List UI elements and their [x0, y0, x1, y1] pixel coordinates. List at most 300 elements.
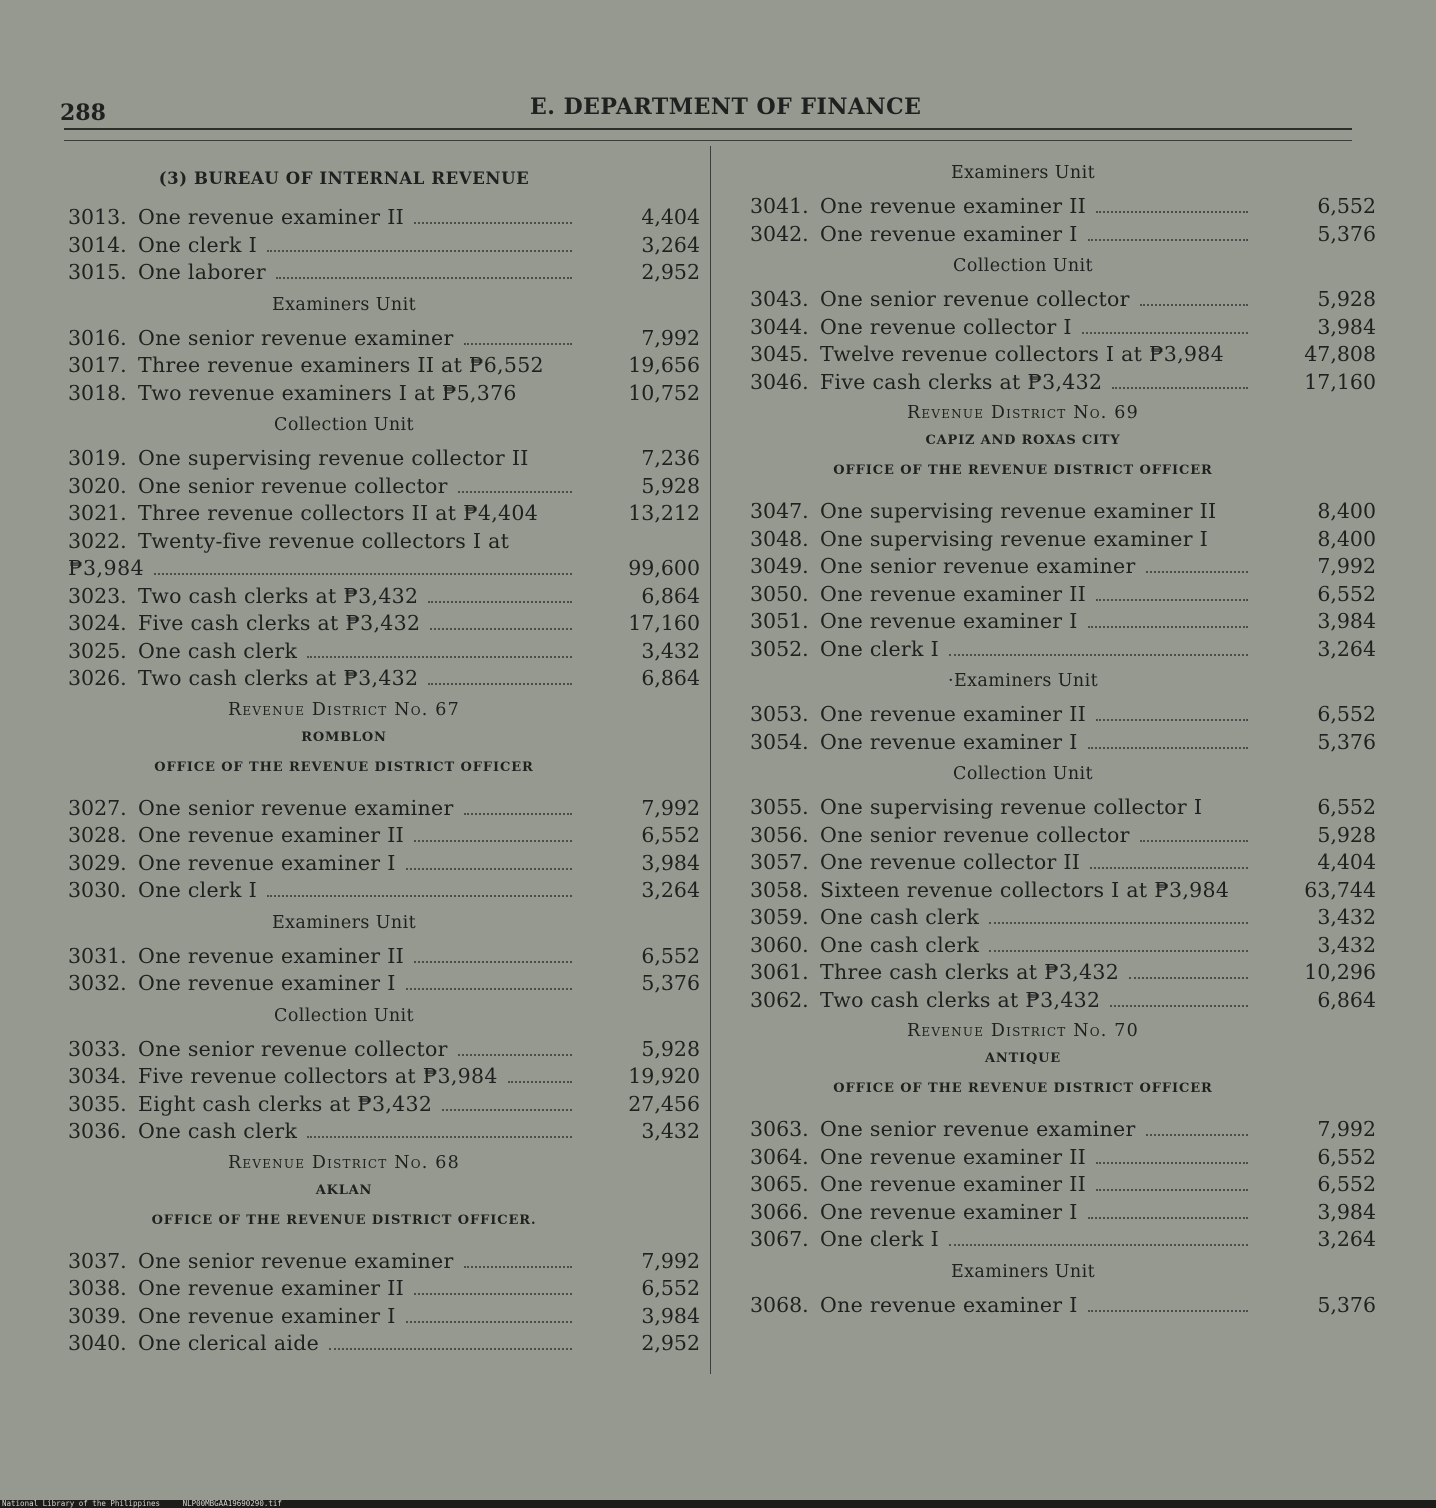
item-description: One senior revenue examiner	[138, 325, 454, 350]
item-description: One clerk I	[138, 878, 257, 902]
line-item	[68, 822, 700, 850]
line-item	[750, 701, 1376, 729]
item-amount: 3,432	[641, 638, 700, 663]
dot-leader	[1088, 626, 1248, 628]
line-item	[750, 794, 1376, 822]
line-item	[68, 1303, 700, 1331]
line-item	[750, 369, 1376, 397]
item-number: 3026.	[68, 666, 127, 690]
item-number: 3042.	[750, 221, 809, 246]
item-amount: 17,160	[628, 611, 700, 635]
item-amount: 3,432	[1317, 905, 1376, 929]
item-number: 3047.	[750, 499, 809, 523]
dot-leader	[1096, 1162, 1248, 1164]
item-number: 3024.	[68, 611, 127, 635]
item-amount: 8,400	[1317, 499, 1376, 523]
item-number: 3023.	[68, 583, 127, 608]
dot-leader	[267, 250, 572, 252]
item-number: 3063.	[750, 1117, 809, 1141]
item-description: One revenue examiner I	[820, 1292, 1078, 1317]
dot-leader	[508, 1081, 572, 1083]
office-heading: OFFICE OF THE REVENUE DISTRICT OFFICER	[154, 759, 534, 775]
line-item	[750, 314, 1376, 342]
item-number: 3040.	[68, 1331, 127, 1355]
item-description: One cash clerk	[138, 638, 298, 663]
line-item	[750, 636, 1376, 664]
item-description: One clerk I	[820, 1227, 939, 1251]
line-item	[750, 341, 1376, 369]
office-heading: OFFICE OF THE REVENUE DISTRICT OFFICER	[833, 1081, 1213, 1096]
item-description: One clerk I	[820, 636, 939, 661]
item-description: One senior revenue collector	[138, 1036, 448, 1061]
dot-leader	[1096, 211, 1248, 213]
item-description: One revenue collector I	[820, 314, 1072, 339]
item-amount: 19,920	[628, 1064, 700, 1088]
item-number: 3060.	[750, 932, 809, 957]
line-item	[68, 638, 700, 666]
line-item	[68, 1118, 700, 1146]
item-number: 3056.	[750, 822, 809, 847]
office-heading: OFFICE OF THE REVENUE DISTRICT OFFICER	[833, 463, 1213, 478]
item-amount: 7,992	[1317, 1117, 1376, 1141]
line-item	[68, 1063, 700, 1091]
item-description: ₱3,984	[68, 556, 145, 580]
item-description: Twelve revenue collectors I at ₱3,984	[820, 342, 1224, 366]
bureau-heading: (3) BUREAU OF INTERNAL REVENUE	[158, 169, 530, 188]
item-description: One clerk I	[138, 232, 257, 257]
item-number: 3041.	[750, 194, 809, 218]
line-item	[750, 1171, 1376, 1199]
item-amount: 6,552	[1317, 581, 1376, 606]
dot-leader	[1129, 977, 1248, 979]
item-description: Three revenue collectors II at ₱4,404	[138, 501, 539, 525]
item-description: Three revenue examiners II at ₱6,552	[138, 353, 544, 377]
item-description: One revenue examiner I	[820, 221, 1078, 246]
item-description: One revenue examiner I	[138, 850, 396, 875]
item-number: 3044.	[750, 314, 809, 339]
item-number: 3028.	[68, 823, 127, 847]
item-amount: 5,928	[1317, 822, 1376, 847]
item-amount: 17,160	[1304, 369, 1376, 394]
office-heading: OFFICE OF THE REVENUE DISTRICT OFFICER.	[151, 1212, 537, 1228]
item-description: Two revenue examiners I at ₱5,376	[138, 380, 517, 405]
dot-leader	[1096, 599, 1248, 601]
item-description: One revenue examiner II	[138, 823, 405, 847]
line-item	[68, 1275, 700, 1303]
dot-leader	[1112, 387, 1248, 389]
item-description: One revenue examiner II	[820, 1144, 1087, 1169]
line-item	[750, 849, 1376, 877]
line-item	[750, 932, 1376, 960]
line-item	[68, 943, 700, 971]
item-number: 3064.	[750, 1144, 809, 1169]
item-amount: 5,928	[1317, 287, 1376, 311]
item-amount: 7,236	[641, 446, 700, 470]
item-amount: 10,752	[628, 380, 700, 405]
dot-leader	[1140, 304, 1248, 306]
dot-leader	[430, 628, 572, 630]
line-item	[750, 286, 1376, 314]
item-number: 3018.	[68, 380, 127, 405]
item-description: One revenue examiner I	[138, 971, 396, 995]
district-heading: Revenue District No. 69	[907, 403, 1139, 423]
item-amount: 8,400	[1317, 526, 1376, 551]
dot-leader	[414, 840, 572, 842]
item-number: 3050.	[750, 581, 809, 606]
line-item	[68, 1330, 700, 1358]
line-item	[750, 1116, 1376, 1144]
line-item	[68, 970, 700, 998]
item-amount: 3,264	[641, 878, 700, 902]
item-amount: 6,552	[1317, 194, 1376, 218]
line-item	[750, 608, 1376, 636]
item-number: 3038.	[68, 1276, 127, 1300]
line-item	[68, 259, 700, 287]
item-description: Three cash clerks at ₱3,432	[820, 960, 1120, 984]
item-number: 3039.	[68, 1303, 127, 1328]
line-item	[750, 822, 1376, 850]
item-number: 3033.	[68, 1036, 127, 1061]
line-item	[68, 1091, 700, 1119]
item-description: One laborer	[138, 260, 266, 284]
district-place: AKLAN	[315, 1182, 373, 1198]
running-head: E. DEPARTMENT OF FINANCE	[530, 94, 922, 120]
dot-leader	[1096, 719, 1248, 721]
line-item	[68, 583, 700, 611]
item-amount: 6,552	[641, 1276, 700, 1300]
line-item	[750, 987, 1376, 1015]
item-amount: 3,264	[1317, 1227, 1376, 1251]
item-description: One revenue examiner II	[138, 943, 405, 968]
item-number: 3022.	[68, 528, 127, 553]
line-item	[68, 380, 700, 408]
unit-heading: Examiners Unit	[950, 163, 1096, 183]
line-item	[68, 795, 700, 823]
line-item	[750, 553, 1376, 581]
item-number: 3020.	[68, 473, 127, 498]
item-number: 3035.	[68, 1091, 127, 1116]
item-amount: 19,656	[628, 353, 700, 377]
item-description: One revenue collector II	[820, 850, 1081, 874]
item-number: 3054.	[750, 729, 809, 754]
item-description: One cash clerk	[820, 932, 980, 957]
line-item	[750, 1199, 1376, 1227]
item-number: 3049.	[750, 554, 809, 578]
item-amount: 3,984	[1317, 1199, 1376, 1224]
item-number: 3031.	[68, 943, 127, 968]
dot-leader	[989, 922, 1248, 924]
line-item	[68, 850, 700, 878]
dot-leader	[464, 343, 572, 345]
item-number: 3015.	[68, 260, 127, 284]
district-place: ROMBLON	[301, 729, 387, 745]
item-number: 3032.	[68, 971, 127, 995]
item-number: 3016.	[68, 325, 127, 350]
item-description: Five cash clerks at ₱3,432	[138, 611, 421, 635]
item-amount: 7,992	[641, 795, 700, 820]
item-description: One cash clerk	[138, 1119, 298, 1143]
line-item	[68, 204, 700, 232]
dot-leader	[406, 1321, 572, 1323]
item-number: 3014.	[68, 232, 127, 257]
line-item	[68, 445, 700, 473]
item-amount: 6,552	[1317, 1144, 1376, 1169]
unit-heading: Examiners Unit	[271, 294, 417, 315]
item-amount: 5,376	[641, 971, 700, 995]
item-number: 3030.	[68, 878, 127, 902]
item-amount: 3,432	[1317, 932, 1376, 957]
item-amount: 5,376	[1317, 1292, 1376, 1317]
item-description: One revenue examiner II	[138, 1276, 405, 1300]
line-item	[68, 1248, 700, 1276]
item-description: One senior revenue examiner	[138, 795, 454, 820]
item-amount: 3,264	[1317, 636, 1376, 661]
item-number: 3053.	[750, 702, 809, 726]
item-number: 3057.	[750, 850, 809, 874]
item-number: 3052.	[750, 636, 809, 661]
item-description: One senior revenue examiner	[138, 1248, 454, 1273]
dot-leader	[1088, 747, 1248, 749]
item-amount: 5,928	[641, 473, 700, 498]
item-number: 3027.	[68, 795, 127, 820]
item-description: One senior revenue collector	[138, 473, 448, 498]
item-description: One supervising revenue collector II	[138, 446, 529, 470]
footer-library: National Library of the Philippines	[2, 1499, 161, 1508]
column-divider	[710, 146, 711, 1374]
unit-heading: ·Examiners Unit	[947, 671, 1099, 691]
item-number: 3059.	[750, 905, 809, 929]
item-number: 3065.	[750, 1172, 809, 1196]
dot-leader	[276, 277, 572, 279]
item-amount: 4,404	[1317, 850, 1376, 874]
page-number: 288	[60, 100, 106, 126]
dot-leader	[464, 813, 572, 815]
item-description: One supervising revenue examiner I	[820, 526, 1209, 551]
item-amount: 5,376	[1317, 729, 1376, 754]
item-number: 3017.	[68, 353, 127, 377]
dot-leader	[428, 601, 572, 603]
item-number: 3048.	[750, 526, 809, 551]
dot-leader	[329, 1348, 572, 1350]
item-number: 3068.	[750, 1292, 809, 1317]
item-description: One revenue examiner II	[820, 194, 1087, 218]
item-amount: 3,432	[641, 1119, 700, 1143]
dot-leader	[989, 950, 1248, 952]
item-description: One senior revenue examiner	[820, 554, 1136, 578]
header-rule	[64, 128, 1352, 130]
line-item	[750, 193, 1376, 221]
item-description: Two cash clerks at ₱3,432	[138, 666, 419, 690]
dot-leader	[267, 895, 572, 897]
item-description: One senior revenue examiner	[820, 1117, 1136, 1141]
dot-leader	[1140, 840, 1248, 842]
unit-heading: Collection Unit	[274, 415, 414, 435]
line-item	[750, 729, 1376, 757]
dot-leader	[307, 1136, 572, 1138]
dot-leader	[442, 1109, 572, 1111]
left-column	[68, 160, 700, 1358]
item-description: Eight cash clerks at ₱3,432	[138, 1091, 433, 1116]
unit-heading: Collection Unit	[953, 764, 1093, 784]
item-amount: 63,744	[1304, 877, 1376, 902]
item-number: 3021.	[68, 501, 127, 525]
item-description: One revenue examiner I	[820, 1199, 1078, 1224]
line-item	[750, 498, 1376, 526]
item-description: One senior revenue collector	[820, 822, 1130, 847]
item-description: Two cash clerks at ₱3,432	[820, 987, 1101, 1012]
dot-leader	[458, 491, 572, 493]
district-place: ANTIQUE	[985, 1051, 1061, 1066]
item-description: One revenue examiner II	[820, 581, 1087, 606]
item-description: Sixteen revenue collectors I at ₱3,984	[820, 877, 1230, 902]
dot-leader	[1082, 332, 1248, 334]
item-amount: 4,404	[641, 205, 700, 229]
item-amount: 6,864	[641, 666, 700, 690]
item-number: 3051.	[750, 609, 809, 633]
dot-leader	[949, 1244, 1248, 1246]
district-heading: Revenue District No. 68	[228, 1152, 460, 1173]
line-item	[68, 352, 700, 380]
scan-footer	[2, 1499, 300, 1508]
dot-leader	[1088, 1217, 1248, 1219]
line-item	[750, 1144, 1376, 1172]
dot-leader	[406, 988, 572, 990]
dot-leader	[307, 656, 572, 658]
line-item	[68, 500, 700, 528]
dot-leader	[1088, 239, 1248, 241]
item-number: 3055.	[750, 795, 809, 819]
dot-leader	[1146, 571, 1248, 573]
item-amount: 6,552	[1317, 702, 1376, 726]
item-amount: 5,928	[641, 1036, 700, 1061]
item-amount: 3,984	[1317, 314, 1376, 339]
item-amount: 47,808	[1304, 342, 1376, 366]
item-description: One revenue examiner I	[138, 1303, 396, 1328]
footer-file: NLP00MBGAA19690290.tif	[182, 1499, 282, 1508]
dot-leader	[464, 1266, 572, 1268]
item-number: 3062.	[750, 987, 809, 1012]
item-amount: 99,600	[628, 556, 700, 580]
unit-heading: Examiners Unit	[271, 912, 417, 933]
item-amount: 3,984	[641, 850, 700, 875]
line-item	[750, 221, 1376, 249]
item-amount: 3,984	[1317, 609, 1376, 633]
line-item	[68, 325, 700, 353]
item-amount: 10,296	[1304, 960, 1376, 984]
item-description: One senior revenue collector	[820, 287, 1130, 311]
district-heading: Revenue District No. 70	[907, 1021, 1139, 1041]
dot-leader	[949, 654, 1248, 656]
item-amount: 3,984	[641, 1303, 700, 1328]
line-item-continuation	[68, 555, 700, 583]
item-description: One revenue examiner II	[820, 1172, 1087, 1196]
dot-leader	[1110, 1005, 1248, 1007]
item-amount: 13,212	[628, 501, 700, 525]
dot-leader	[1146, 1134, 1248, 1136]
item-number: 3058.	[750, 877, 809, 902]
item-description: One revenue examiner II	[820, 702, 1087, 726]
item-description: One supervising revenue collector I	[820, 795, 1203, 819]
dot-leader	[154, 573, 572, 575]
item-amount: 7,992	[641, 1248, 700, 1273]
item-description: One cash clerk	[820, 905, 980, 929]
item-number: 3045.	[750, 342, 809, 366]
line-item	[68, 1036, 700, 1064]
item-description: One revenue examiner I	[820, 729, 1078, 754]
dot-leader	[414, 222, 572, 224]
item-amount: 6,552	[641, 943, 700, 968]
item-number: 3019.	[68, 446, 127, 470]
line-item	[68, 232, 700, 260]
item-amount: 5,376	[1317, 221, 1376, 246]
dot-leader	[1096, 1189, 1248, 1191]
item-description: Two cash clerks at ₱3,432	[138, 583, 419, 608]
dot-leader	[1090, 867, 1248, 869]
item-description: One revenue examiner II	[138, 205, 405, 229]
dot-leader	[414, 1293, 572, 1295]
item-amount: 7,992	[641, 325, 700, 350]
item-number: 3061.	[750, 960, 809, 984]
item-amount: 27,456	[628, 1091, 700, 1116]
item-number: 3043.	[750, 287, 809, 311]
item-number: 3036.	[68, 1119, 127, 1143]
line-item	[750, 581, 1376, 609]
line-item	[68, 610, 700, 638]
item-amount: 6,552	[1317, 795, 1376, 819]
item-description: Twenty-five revenue collectors I at	[138, 528, 510, 553]
item-amount: 3,264	[641, 232, 700, 257]
dot-leader	[414, 961, 572, 963]
item-amount: 7,992	[1317, 554, 1376, 578]
dot-leader	[1088, 1310, 1248, 1312]
item-amount: 6,864	[1317, 987, 1376, 1012]
line-item	[750, 959, 1376, 987]
line-item	[750, 1226, 1376, 1254]
line-item	[750, 1292, 1376, 1320]
line-item	[750, 904, 1376, 932]
right-column	[750, 155, 1376, 1319]
item-amount: 2,952	[641, 260, 700, 284]
dot-leader	[458, 1054, 572, 1056]
line-item	[68, 528, 700, 556]
item-description: Five cash clerks at ₱3,432	[820, 369, 1103, 394]
dot-leader	[406, 868, 572, 870]
line-item	[750, 526, 1376, 554]
line-item	[68, 665, 700, 693]
item-amount: 6,552	[641, 823, 700, 847]
item-number: 3066.	[750, 1199, 809, 1224]
item-amount: 6,864	[641, 583, 700, 608]
header-rule-thin	[64, 140, 1352, 141]
item-number: 3034.	[68, 1064, 127, 1088]
unit-heading: Collection Unit	[953, 256, 1093, 276]
item-amount: 2,952	[641, 1331, 700, 1355]
district-heading: Revenue District No. 67	[228, 699, 460, 720]
line-item	[750, 877, 1376, 905]
unit-heading: Collection Unit	[274, 1005, 414, 1026]
district-place: CAPIZ AND ROXAS CITY	[925, 433, 1121, 448]
line-item	[68, 877, 700, 905]
item-number: 3037.	[68, 1248, 127, 1273]
dot-leader	[428, 683, 572, 685]
item-description: One supervising revenue examiner II	[820, 499, 1217, 523]
item-number: 3025.	[68, 638, 127, 663]
item-description: One clerical aide	[138, 1331, 320, 1355]
item-number: 3067.	[750, 1227, 809, 1251]
unit-heading: Examiners Unit	[950, 1261, 1096, 1282]
line-item	[68, 473, 700, 501]
item-number: 3046.	[750, 369, 809, 394]
